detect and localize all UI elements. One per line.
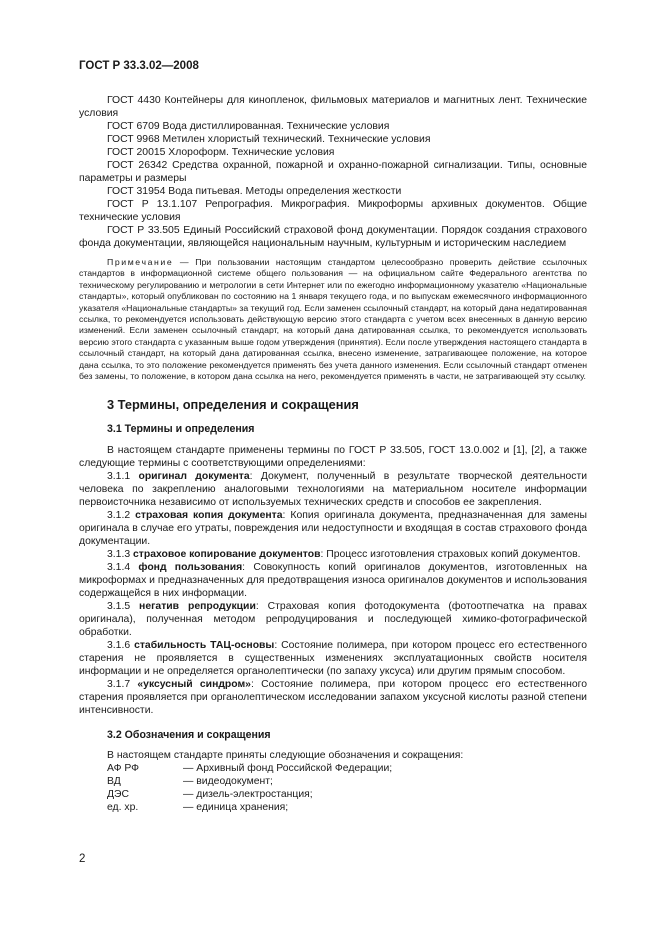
ref-item: ГОСТ 9968 Метилен хлористый технический. Технические условия bbox=[107, 134, 431, 145]
document-header: ГОСТ Р 33.3.02—2008 bbox=[79, 60, 199, 72]
abbr-intro: В настоящем стандарте приняты следующие обозначения и сокращения: bbox=[107, 750, 464, 762]
subsection-heading: 3.2 Обозначения и сокращения bbox=[107, 729, 271, 742]
abbr-text: — Архивный фонд Российской Федерации; bbox=[183, 763, 393, 775]
term-name: страховая копия документа bbox=[135, 510, 283, 522]
subsection-heading: 3.1 Термины и определения bbox=[107, 423, 255, 436]
terms-intro: В настоящем стандарте применены термины по ГОСТ Р 33.505, ГОСТ 13.0.002 и [1], [2], а также следующие термины с соответствующими определениями: bbox=[79, 445, 587, 470]
note-label: Примечание bbox=[107, 257, 174, 267]
ref-item: ГОСТ Р 33.505 Единый Российский страховой фонд документации. Порядок создания страхового фонда документации, являющейся национальным научным, культурным и историческим наследием bbox=[79, 225, 587, 249]
abbr-code: ед. хр. bbox=[107, 802, 139, 814]
term-item: 3.1.3 страховое копирование документов: Процесс изготовления страховых копий документов. bbox=[107, 549, 581, 561]
abbr-code: АФ РФ bbox=[107, 763, 140, 775]
abbr-text: — дизель-электростанция; bbox=[183, 789, 313, 801]
term-name: страховое копирование документов bbox=[133, 549, 321, 561]
term-item: 3.1.4 фонд пользования: Совокупность копий оригиналов документов, изготовленных на микроформах и предназначенных для предотвращения износа оригиналов документов и использования содержащейся в них информации. bbox=[79, 562, 588, 600]
abbr-row bbox=[79, 775, 587, 788]
term-item: 3.1.2 страховая копия документа: Копия оригинала документа, предназначенная для замены оригинала в случае его утраты, повреждения или недоступности и входящая в состав страхового фонда документации. bbox=[79, 510, 587, 548]
term-name: стабильность ТАЦ-основы bbox=[134, 640, 275, 652]
ref-item: ГОСТ 20015 Хлороформ. Технические условия bbox=[107, 147, 335, 158]
abbr-code: ВД bbox=[107, 776, 121, 788]
ref-item: ГОСТ 31954 Вода питьевая. Методы определения жесткости bbox=[107, 186, 402, 197]
ref-item: ГОСТ Р 13.1.107 Репрография. Микрография. Микроформы архивных документов. Общие технические условия bbox=[79, 199, 587, 223]
ref-item: ГОСТ 26342 Средства охранной, пожарной и охранно-пожарной сигнализации. Типы, основные параметры и размеры bbox=[79, 160, 587, 184]
term-item: 3.1.1 оригинал документа: Документ, полученный в результате творческой деятельности человека по закреплению аналоговыми технологиями на материальном носителе информации первоисточника независимо от используемых технических средств и способов ее закрепления. bbox=[79, 471, 588, 509]
note bbox=[79, 257, 587, 382]
document-body bbox=[79, 94, 587, 814]
section-heading: 3 Термины, определения и сокращения bbox=[107, 397, 359, 413]
ref-item: ГОСТ 4430 Контейнеры для кинопленок, фильмовых материалов и магнитных лент. Технические условия bbox=[79, 95, 587, 119]
term-name: «уксусный синдром» bbox=[137, 679, 251, 691]
abbr-row bbox=[79, 762, 587, 775]
abbr-row bbox=[79, 788, 587, 801]
abbr-row bbox=[79, 801, 587, 814]
ref-item: ГОСТ 6709 Вода дистиллированная. Технические условия bbox=[107, 121, 390, 132]
page-number: 2 bbox=[79, 853, 86, 865]
term-item: 3.1.5 негатив репродукции: Страховая копия фотодокумента (фотоотпечатка на правах оригинала), полученная методом репродуцирования и последующей химико-фотографической обработки. bbox=[79, 601, 587, 639]
term-name: фонд пользования bbox=[138, 562, 243, 574]
abbr-code: ДЭС bbox=[107, 789, 130, 801]
term-name: оригинал документа bbox=[138, 471, 250, 483]
term-item: 3.1.6 стабильность ТАЦ-основы: Состояние полимера, при котором процесс его естественного старения не проявляется в существенных изменениях эксплуатационных свойств носителя информации и не определяется органолептически (по запаху уксуса) или другим прямым способом. bbox=[79, 640, 588, 678]
note-text: — При пользовании настоящим стандартом целесообразно проверить действие ссылочных стандартов в информационной системе общего пользования — на официальном сайте Федерального агентства по техническому регулированию и метрологии в сети Интернет или по ежегодно информационному указателю «Национальные стандарты», который опубликован по состоянию на 1 января текущего года, и по выпускам ежемесячного информационного указателя «Национальные стандарты» за текущий год. Если заменен ссылочный стандарт, на который дана недатированная ссылка, то рекомендуется использовать действующую версию этого стандарта с учетом всех внесенных в данную версию изменений. Если заменен ссылочный стандарт, на который дана датированная ссылка, то рекомендуется использовать версию этого стандарта с указанным выше годом утверждения (принятия). Если после утверждения настоящего стандарта в ссылочный стандарт, на который дана датированная ссылка, внесено изменение, затрагивающее положение, на которое дана ссылка, то это положение рекомендуется применять без учета данного изменения. Если ссылочный стандарт отменен без замены, то положение, в котором дана ссылка на него, рекомендуется применять в части, не затрагивающей эту ссылку. bbox=[79, 257, 587, 382]
term-name: негатив репродукции bbox=[139, 601, 256, 613]
abbr-text: — видеодокумент; bbox=[183, 776, 273, 788]
abbr-text: — единица хранения; bbox=[183, 802, 289, 814]
term-item: 3.1.7 «уксусный синдром»: Состояние полимера, при котором процесс его естественного старения проявляется при органолептическом исследовании запахом уксусной кислоты разной степени интенсивности. bbox=[79, 679, 587, 717]
